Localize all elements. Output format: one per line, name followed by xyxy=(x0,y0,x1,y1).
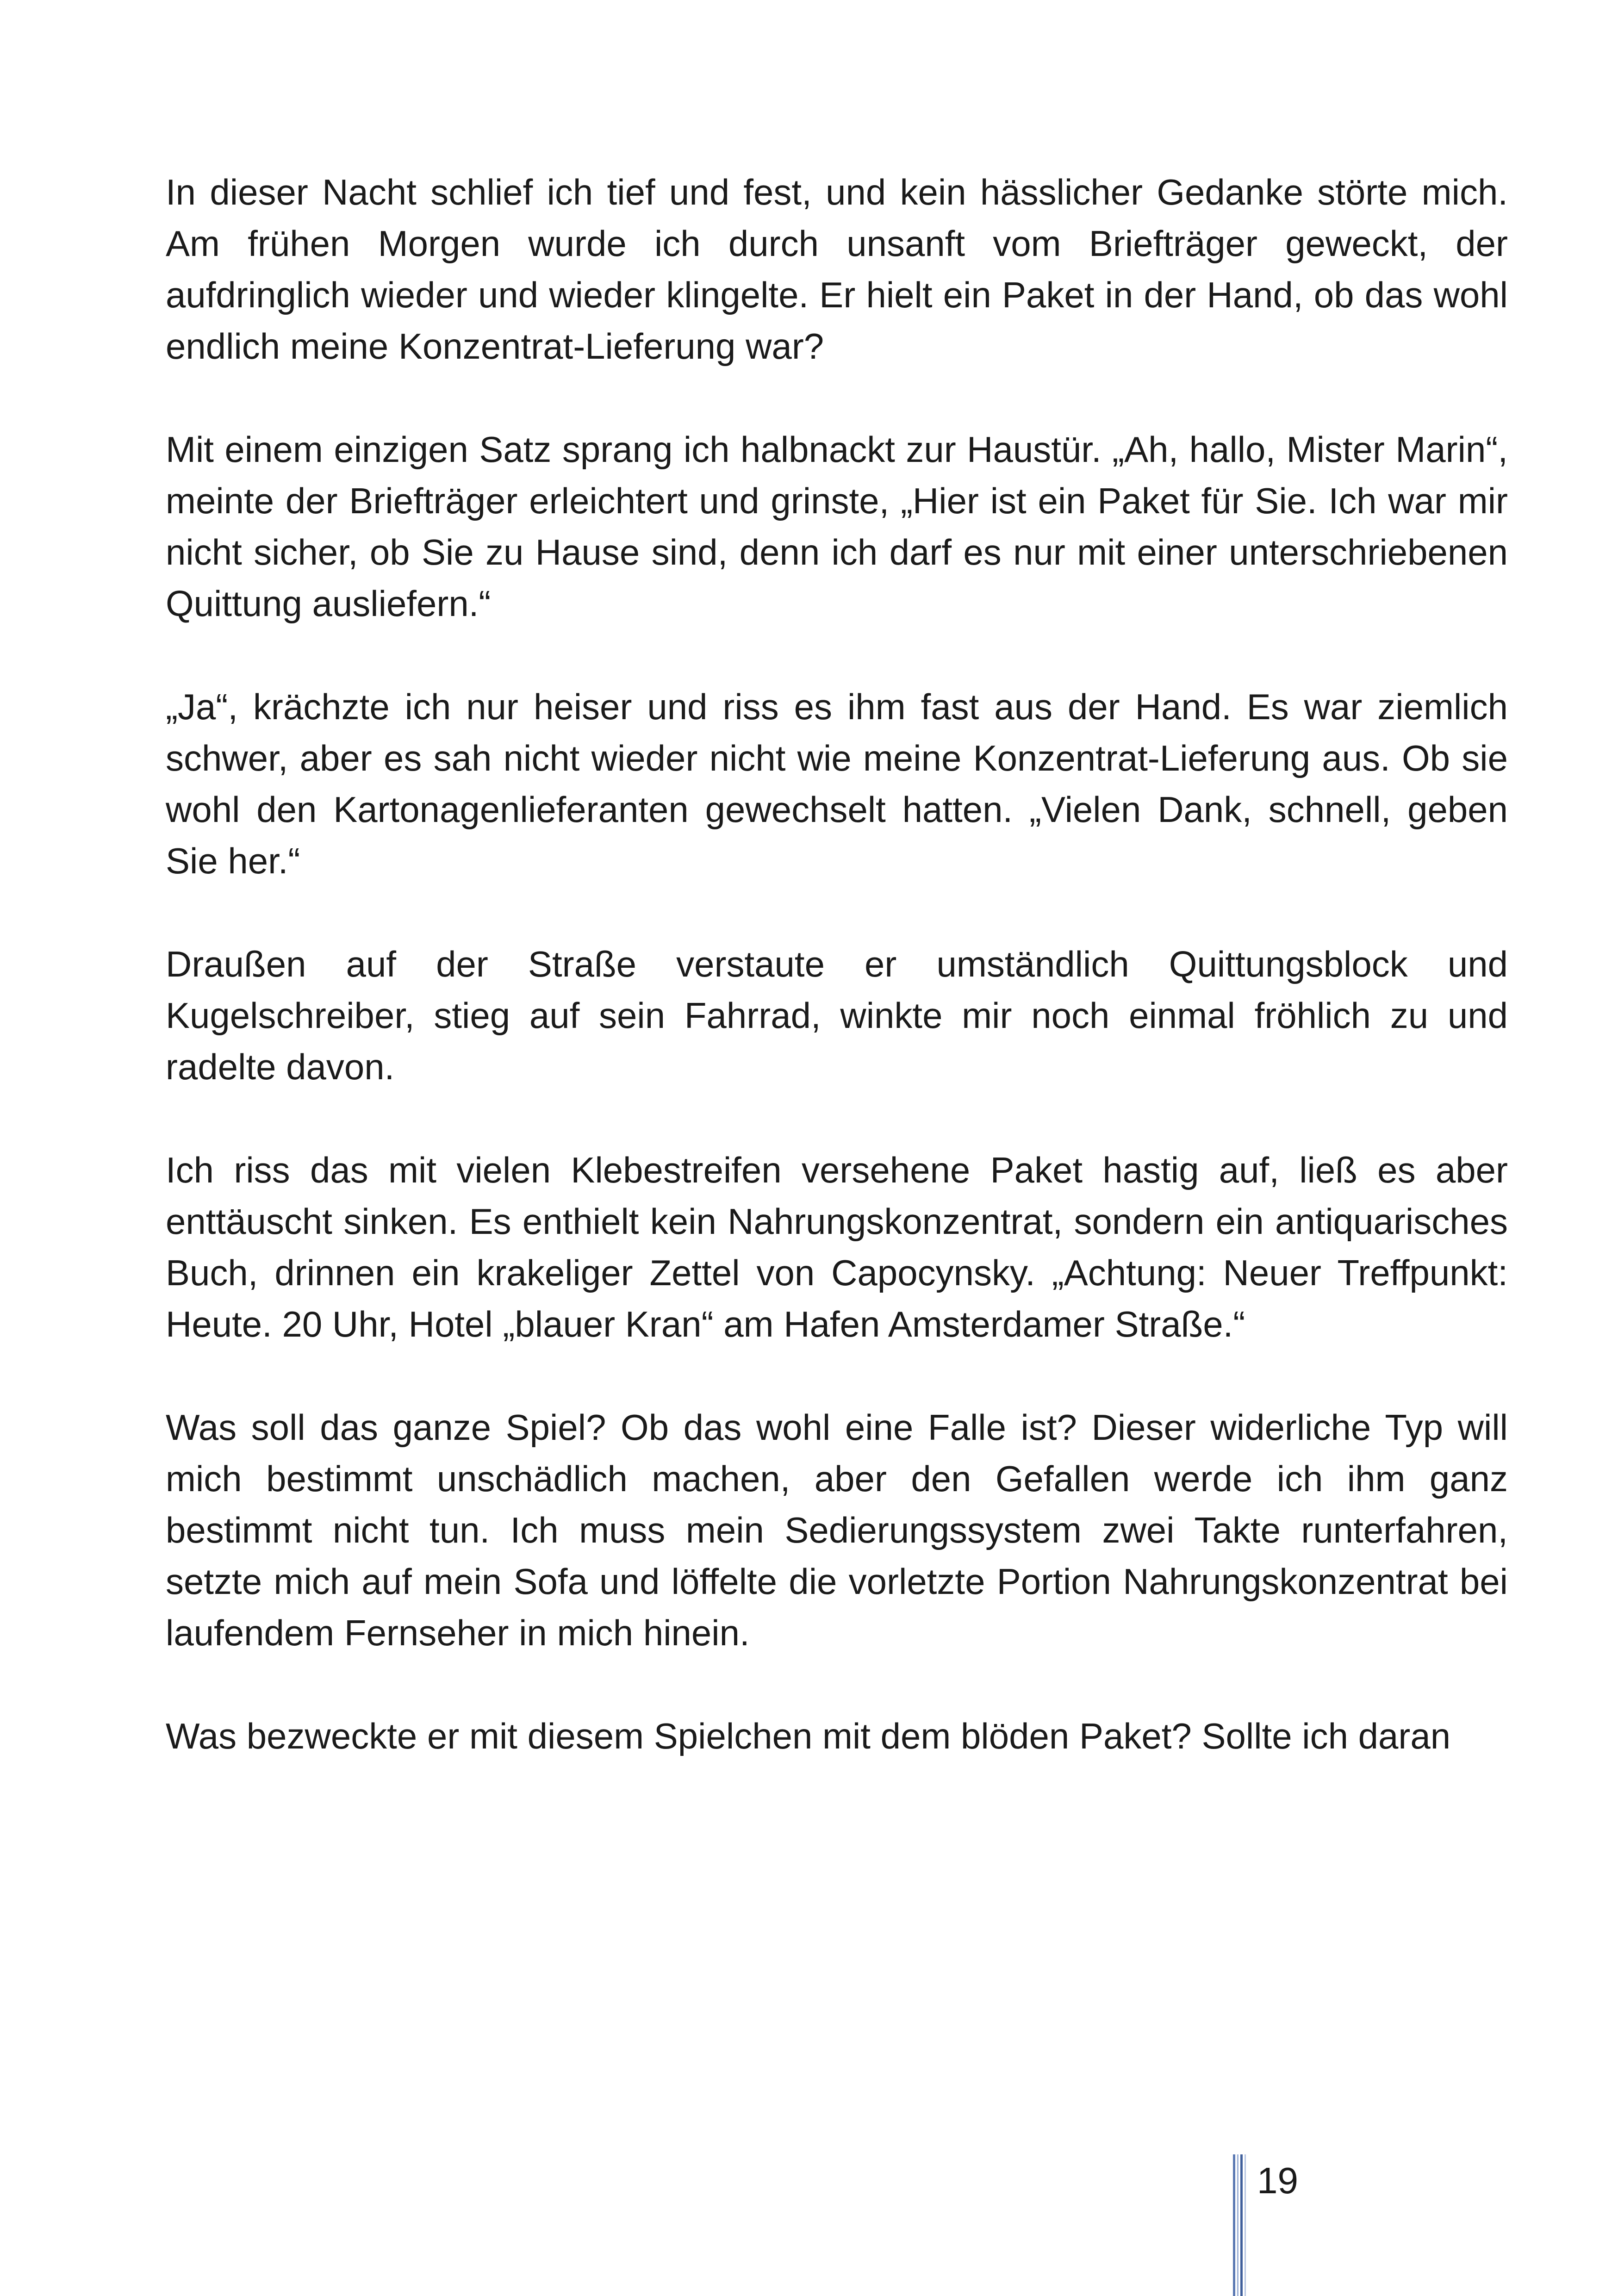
footer-rule-line xyxy=(1233,2154,1235,2296)
paragraph-6: Was soll das ganze Spiel? Ob das wohl eine Falle ist? Dieser widerliche Typ will mich bestimmt unschädlich machen, aber den Gefallen werde ich ihm ganz bestimmt nicht tun. Ich muss mein Sedierungssystem zwei Takte runterfahren, setzte mich auf mein Sofa und löffelte die vorletzte Portion Nahrungskonzentrat bei laufendem Fernseher in mich hinein. xyxy=(166,1407,1508,1653)
footer-rule-line xyxy=(1245,2154,1246,2296)
paragraph-5: Ich riss das mit vielen Klebestreifen versehene Paket hastig auf, ließ es aber enttäuscht sinken. Es enthielt kein Nahrungskonzentrat, sondern ein antiquarisches Buch, drinnen ein krakeliger Zettel von Capocynsky. „Achtung: Neuer Treffpunkt: Heute. 20 Uhr, Hotel „blauer Kran“ am Hafen Amsterdamer Straße.“ xyxy=(166,1150,1508,1344)
footer-rule-line xyxy=(1240,2154,1243,2296)
text-body xyxy=(166,167,1508,1762)
paragraph-7: Was bezweckte er mit diesem Spielchen mit dem blöden Paket? Sollte ich daran xyxy=(166,1716,1451,1756)
paragraph-1: In dieser Nacht schlief ich tief und fest, und kein hässlicher Gedanke störte mich. Am frühen Morgen wurde ich durch unsanft vom Briefträger geweckt, der aufdringlich wieder und wieder klingelte. Er hielt ein Paket in der Hand, ob das wohl endlich meine Konzentrat-Lieferung war? xyxy=(166,172,1508,367)
paragraph-4: Draußen auf der Straße verstaute er umständlich Quittungsblock und Kugelschreiber, stieg auf sein Fahrrad, winkte mir noch einmal fröhlich zu und radelte davon. xyxy=(166,944,1508,1087)
paragraph-2: Mit einem einzigen Satz sprang ich halbnackt zur Haustür. „Ah, hallo, Mister Marin“, meinte der Briefträger erleichtert und grinste, „Hier ist ein Paket für Sie. Ich war mir nicht sicher, ob Sie zu Hause sind, denn ich darf es nur mit einer unterschriebenen Quittung ausliefern.“ xyxy=(166,429,1508,624)
footer-rule-decoration xyxy=(1231,2154,1259,2296)
page-number: 19 xyxy=(1257,2160,1298,2201)
footer-rule-line xyxy=(1237,2154,1238,2296)
paragraph-3: „Ja“, krächzte ich nur heiser und riss es ihm fast aus der Hand. Es war ziemlich schwer, aber es sah nicht wieder nicht wie meine Konzentrat-Lieferung aus. Ob sie wohl den Kartonagenlieferanten gewechselt hatten. „Vielen Dank, schnell, geben Sie her.“ xyxy=(166,686,1508,881)
